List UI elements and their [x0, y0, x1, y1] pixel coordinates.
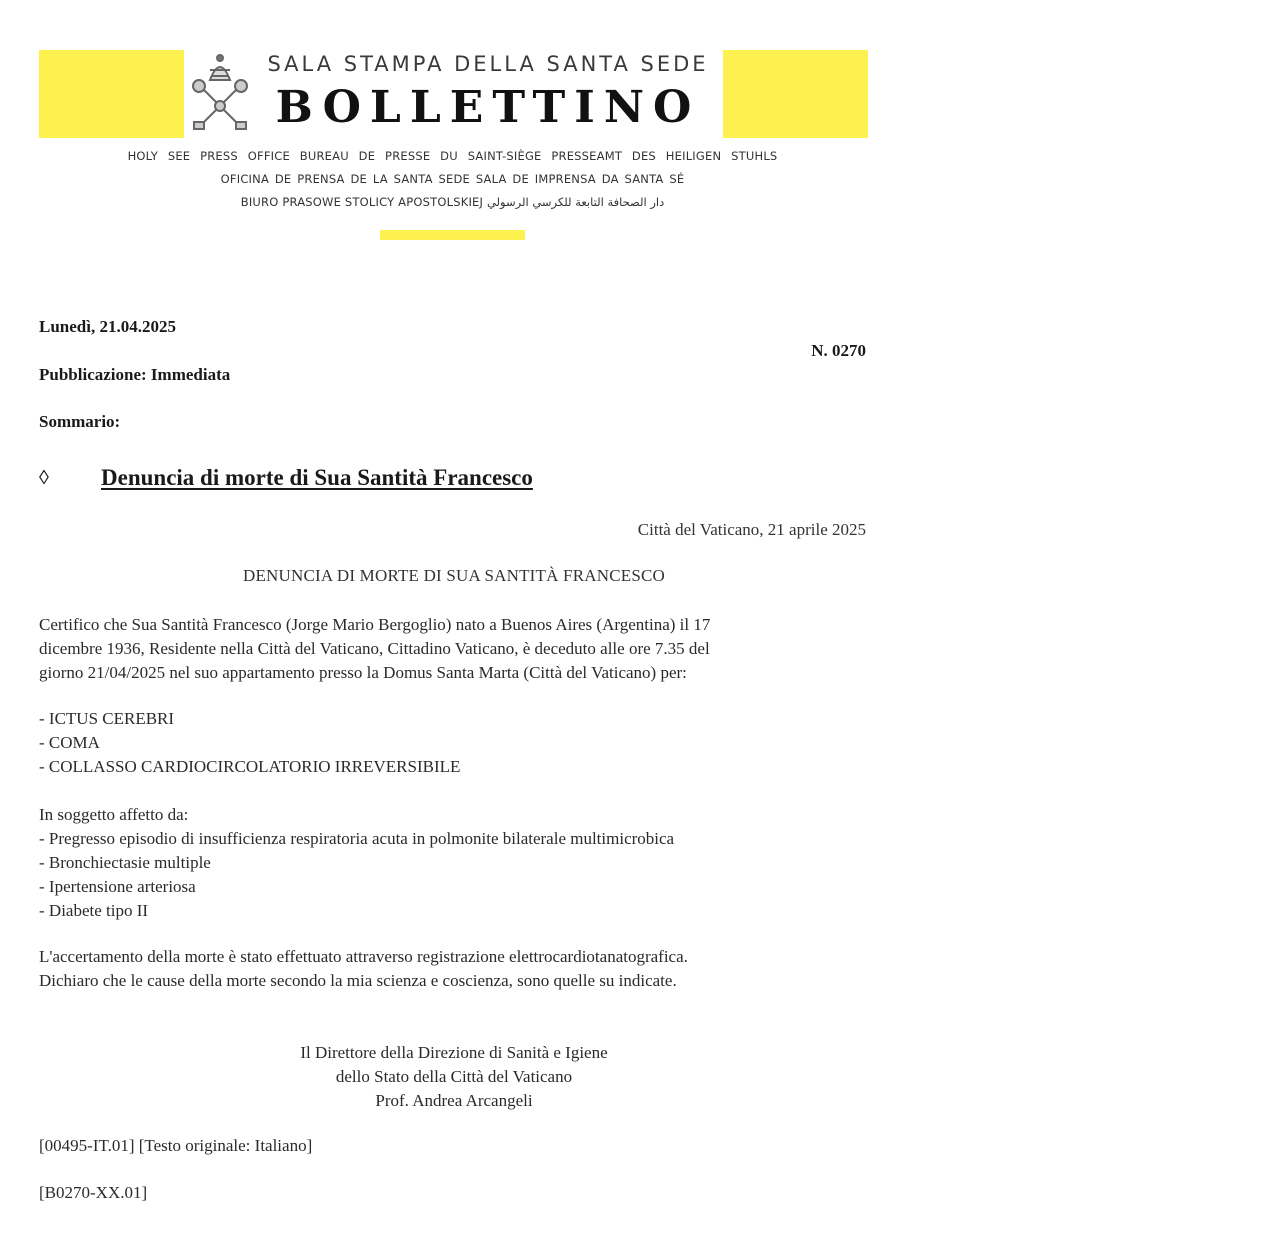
reference-code: [00495-IT.01] [Testo originale: Italiano]: [39, 1136, 313, 1155]
header-yellow-band-right: [723, 50, 868, 138]
paragraph-line: dicembre 1936, Residente nella Città del Vaticano, Cittadino Vaticano, è deceduto alle ore 7.35 del: [39, 639, 710, 658]
list-item: - Pregresso episodio di insufficienza respiratoria acuta in polmonite bilaterale multimicrobica: [39, 829, 675, 848]
conditions-list: [39, 803, 869, 923]
paragraph-line: giorno 21/04/2025 nel suo appartamento presso la Domus Santa Marta (Città del Vaticano) per:: [39, 663, 687, 682]
office-names-line: BIURO PRASOWE STOLICY APOSTOLSKIEJ دار الصحافة التابعة للكرسي الرسولي: [240, 195, 665, 209]
papal-keys-emblem-icon: [188, 50, 252, 134]
publication-status: Pubblicazione: Immediata: [39, 365, 231, 384]
signature-line: Il Direttore della Direzione di Sanità e Igiene: [300, 1043, 608, 1062]
signature-block: [39, 1041, 869, 1113]
signature-line: dello Stato della Città del Vaticano: [335, 1067, 573, 1086]
paragraph-line: L'accertamento della morte è stato effettuato attraverso registrazione elettrocardiotanatografica.: [39, 947, 688, 966]
document-title: DENUNCIA DI MORTE DI SUA SANTITÀ FRANCESCO: [242, 566, 665, 585]
list-item: - Ipertensione arteriosa: [39, 877, 196, 896]
bollettino-title: BOLLETTINO: [275, 82, 701, 133]
header-yellow-divider: [380, 230, 525, 240]
office-names-line: OFICINA DE PRENSA DE LA SANTA SEDE SALA DE IMPRENSA DA SANTA SÉ: [220, 172, 685, 186]
office-names-line: HOLY SEE PRESS OFFICE BUREAU DE PRESSE DU SAINT-SIÈGE PRESSEAMT DES HEILIGEN STUHLS: [127, 149, 778, 163]
list-item: - Bronchiectasie multiple: [39, 853, 211, 872]
summary-label: Sommario:: [39, 412, 121, 431]
list-item: - COLLASSO CARDIOCIRCOLATORIO IRREVERSIBILE: [39, 757, 461, 776]
list-item: - COMA: [39, 733, 100, 752]
header-yellow-band-left: [39, 50, 184, 138]
press-office-title: SALA STAMPA DELLA SANTA SEDE: [267, 52, 709, 76]
conditions-intro: In soggetto affetto da:: [39, 805, 189, 824]
causes-list: [39, 707, 869, 779]
diamond-bullet-icon: ◊: [39, 466, 49, 489]
list-item: - ICTUS CEREBRI: [39, 709, 175, 728]
bulletin-number: N. 0270: [811, 341, 866, 360]
reference-code: [B0270-XX.01]: [39, 1183, 148, 1202]
list-item: - Diabete tipo II: [39, 901, 149, 920]
bulletin-date: Lunedì, 21.04.2025: [39, 317, 176, 336]
headline-row: [39, 465, 869, 491]
paragraph-line: Dichiaro che le cause della morte secondo la mia scienza e coscienza, sono quelle su indicate.: [39, 971, 677, 990]
place-date: Città del Vaticano, 21 aprile 2025: [637, 520, 866, 539]
headline-link[interactable]: Denuncia di morte di Sua Santità Francesco: [101, 465, 533, 490]
closing-paragraph: [39, 945, 869, 993]
signature-line: Prof. Andrea Arcangeli: [375, 1091, 533, 1110]
certification-paragraph: [39, 613, 869, 685]
paragraph-line: Certifico che Sua Santità Francesco (Jorge Mario Bergoglio) nato a Buenos Aires (Argentina) il 17: [39, 615, 711, 634]
